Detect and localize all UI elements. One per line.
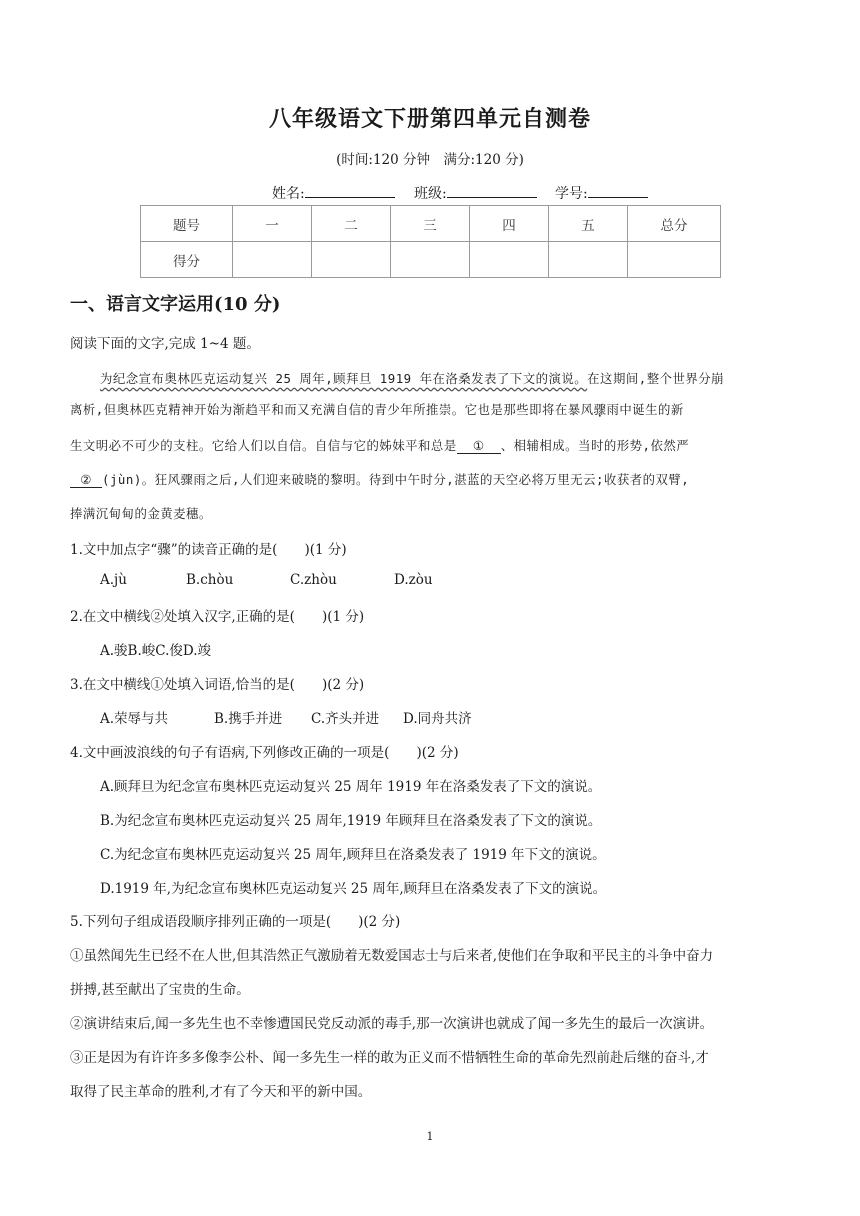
score-table-score-row [141, 242, 721, 278]
score-cell [549, 242, 628, 278]
question-5-sentence: ①虽然闻先生已经不在人世,但其浩然正气激励着无数爱国志士与后来者,使他们在争取和平民主的斗争中奋力 [70, 948, 714, 964]
question-4-option: D.1919 年,为纪念宣布奥林匹克运动复兴 25 周年,顾拜旦在洛桑发表了下文的演说。 [100, 881, 607, 897]
page-number: 1 [426, 1130, 434, 1143]
score-header-cell: 一 [233, 206, 312, 242]
question-5-sentence: 拼搏,甚至献出了宝贵的生命。 [70, 982, 250, 998]
question-5-sentence: ③正是因为有许许多多像李公朴、闻一多先生一样的敢为正义而不惜牺牲生命的革命先烈前赴后继的奋斗,才 [70, 1050, 709, 1066]
question-4-option: B.为纪念宣布奥林匹克运动复兴 25 周年,1919 年顾拜旦在洛桑发表了下文的演说。 [100, 813, 602, 829]
section-heading: 一、语言文字运用(10 分) [70, 294, 281, 315]
question-2-options: A.骏B.峻C.俊D.竣 [100, 643, 212, 659]
id-blank [588, 182, 648, 198]
passage-line: 生文明必不可少的支柱。它给人们以自信。自信与它的姊妹平和总是 ① 、相辅相成。当时的形势,依然严 [70, 438, 690, 453]
question-4-option: C.为纪念宣布奥林匹克运动复兴 25 周年,顾拜旦在洛桑发表了 1919 年下文的演说。 [100, 847, 606, 863]
name-label: 姓名: [272, 186, 305, 202]
question-5-stem: 5.下列句子组成语段顺序排列正确的一项是( )(2 分) [70, 914, 401, 930]
name-blank [305, 182, 395, 198]
option: A.jù [100, 572, 127, 588]
id-label: 学号: [555, 186, 588, 202]
class-field [414, 182, 537, 203]
blank-2: ② [70, 472, 102, 488]
score-cell [391, 242, 470, 278]
question-4-stem: 4.文中画波浪线的句子有语病,下列修改正确的一项是( )(2 分) [70, 745, 459, 761]
id-field [555, 182, 648, 203]
question-5-sentence: ②演讲结束后,闻一多先生也不幸惨遭国民党反动派的毒手,那一次演讲也就成了闻一多先生的最后一次演讲。 [70, 1016, 714, 1032]
question-1-stem: 1.文中加点字“骤”的读音正确的是( )(1 分) [70, 542, 347, 558]
option: C.齐头并进 [311, 711, 380, 727]
score-cell [470, 242, 549, 278]
question-3-options [100, 707, 472, 727]
score-header-cell: 四 [470, 206, 549, 242]
question-5-sentence: 取得了民主革命的胜利,才有了今天和平的新中国。 [70, 1084, 372, 1100]
passage-line: 捧满沉甸甸的金黄麦穗。 [70, 506, 212, 521]
option: B.携手并进 [214, 711, 283, 727]
score-header-cell: 二 [312, 206, 391, 242]
exam-subtitle: (时间:120 分钟 满分:120 分) [336, 152, 524, 168]
option: B.chòu [186, 572, 234, 588]
question-1-options [100, 572, 433, 588]
score-table-header-row [141, 206, 721, 242]
score-header-cell: 题号 [141, 206, 233, 242]
score-header-cell: 三 [391, 206, 470, 242]
score-row-label: 得分 [141, 242, 233, 278]
question-3-stem: 3.在文中横线①处填入词语,恰当的是( )(2 分) [70, 677, 365, 693]
option: C.zhòu [290, 572, 337, 588]
question-2-stem: 2.在文中横线②处填入汉字,正确的是( )(1 分) [70, 609, 365, 625]
score-table [140, 205, 721, 278]
class-label: 班级: [414, 186, 447, 202]
passage-line: 为纪念宣布奥林匹克运动复兴 25 周年,顾拜旦 1919 年在洛桑发表了下文的演说。在这期间,整个世界分崩 [100, 371, 725, 386]
score-cell [628, 242, 721, 278]
class-blank [447, 182, 537, 198]
question-4-option: A.顾拜旦为纪念宣布奥林匹克运动复兴 25 周年 1919 年在洛桑发表了下文的演说。 [100, 779, 602, 795]
score-cell [233, 242, 312, 278]
score-cell [312, 242, 391, 278]
wavy-underlined-sentence: 为纪念宣布奥林匹克运动复兴 25 周年,顾拜旦 1919 年在洛桑发表了下文的演说。 [100, 371, 588, 386]
passage-line: 离析,但奥林匹克精神开始为渐趋平和而又充满自信的青少年所推崇。它也是那些即将在暴风骤雨中诞生的新 [70, 402, 684, 417]
dotted-char: 骤 [593, 402, 607, 417]
name-field [272, 182, 395, 203]
option: D.zòu [394, 572, 433, 588]
option: D.同舟共济 [403, 711, 472, 727]
page-title: 八年级语文下册第四单元自测卷 [268, 106, 591, 132]
blank-1: ① [457, 438, 501, 454]
section-intro: 阅读下面的文字,完成 1~4 题。 [70, 336, 260, 352]
passage-line: ② (jùn)。狂风骤雨之后,人们迎来破晓的黎明。待到中午时分,湛蓝的天空必将万里无云;收获者的双臂, [70, 470, 689, 488]
score-header-cell: 五 [549, 206, 628, 242]
option: A.荣辱与共 [100, 711, 169, 727]
score-header-cell: 总分 [628, 206, 721, 242]
